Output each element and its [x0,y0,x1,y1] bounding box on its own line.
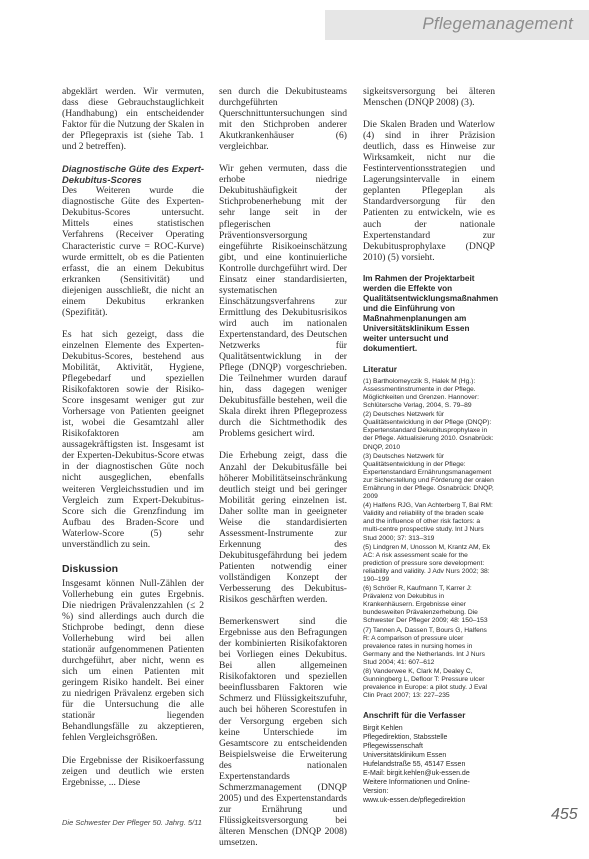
paragraph: abgeklärt werden. Wir vermuten, dass diese Gebrauchstauglichkeit (Handhabung) ein entscheidender Faktor für die Nutzung der Skalen in der Pflegepraxis ist (siehe Tab. 1 und 2 betreffen). [62,86,204,153]
paragraph: Die Skalen Braden und Waterlow (4) sind in ihrer Präzision deutlich, dass es Hinweise zur Wirksamkeit, nicht nur die Festinterventionsstrategien und Lagerungsintervalle in einem geplanten Pflegeplan als Standardversorgung für den Patienten zu entwickeln, wie es auch der nationale Expertenstandard zur Dekubitusprophylaxe (DNQP 2010) (5) vorsieht. [363,119,495,263]
address-line: E-Mail: birgit.kehlen@uk-essen.de [363,770,470,778]
address-line: Birgit Kehlen [363,725,403,733]
address-block [363,724,495,805]
reference-item: (3) Deutsches Netzwerk für Qualitätsentwicklung in der Pflege: Expertenstandard Ernährungsmanagement zur Sicherstellung und Förderung der oralen Ernährung in der Pflege. Osnabrück: DNQP, 2009 [363,452,494,501]
reference-item: (4) Halfens RJG, Van Achterberg T, Bal RM: Validity and reliability of the braden scale and the influence of other risk factors: a multi-centre prospective study. Int J Nurs Stud 2000; 37: 313–319 [363,502,493,542]
paragraph: Bemerkenswert sind die Ergebnisse aus den Befragungen der kombinierten Risikofaktoren bei Vorliegen eines Dekubitus. Bei allen allgemeinen Risikofaktoren und speziellen beeinflussbaren Faktoren wie Schmerz und Flüssigkeitszufuhr, auch bei höheren Scorestufen in der Versorgung ergeben sich keine Unterschiede im Gesamtscore zu entscheidenden Beispielsweise die Erweiterung des nationalen Expertenstandards Schmerzmanagement (DNQP 2005) und des Expertenstandards zur Ernährung und Flüssigkeitsversorgung bei älteren Menschen (DNQP 2008) umsetzen. [219,616,347,849]
paragraph: Wir gehen vermuten, dass die erhobe niedrige Dekubitushäufigkeit der Stichprobenerhebung mit der sehr lange seit in der pflegerischen Präventionsversorgung eingeführte Risikoeinschätzung gibt, und eine kontinuierliche Kontrolle durchgeführt wird. Der Einsatz einer standardisierten, systematischen Einschätzungsverfahrens zur Ermittlung des Dekubitusrisikos wird auch im nationalen Expertenstandard, des Deutschen Netzwerks für Qualitätsentwicklung in der Pflege (DNQP) vorgeschrieben. Die Teilnehmer wurden darauf hin, dass dagegen weniger Dekubitusfälle bestehen, weil die Skala direkt ihren Pflegeprozess durch die Sichtmethodik des Problems gesichert wird. [219,163,347,440]
paragraph: Des Weiteren wurde die diagnostische Güte des Experten-Dekubitus-Scores untersucht. Mittels eines statistischen Verfahrens (Receiver Operating Characteristic curve = ROC-Kurve) wurde ermittelt, ob es die Patienten erfasst, die an einem Dekubitus erkranken (Sensitivität) und diejenigen ausschließt, die nicht an einem Dekubitus erkranken (Spezifität). [62,185,204,318]
project-note: Im Rahmen der Projektarbeit werden die Effekte von Qualitätsentwicklungsmaßnahmen und die Einführung von Maßnahmenplanungen am Universitätsklinikum Essen weiter untersucht und dokumentiert. [363,273,499,353]
address-line: www.uk-essen.de/pflegedirektion [363,797,466,805]
literature-heading: Literatur [363,363,397,374]
page-number: 455 [551,806,578,823]
journal-footer: Die Schwester Der Pfleger 50. Jahrg. 5/11 [62,818,202,827]
paragraph: sen durch die Dekubitusteams durchgeführten Querschnittuntersuchungen sind mit den Stichproben anderer Akutkrankenhäuser (6) vergleichbar. [219,86,347,153]
subheading: Diagnostische Güte des Expert-Dekubitus-Scores [62,163,204,186]
paragraph: Die Erhebung zeigt, dass die Anzahl der Dekubitusfälle bei höherer Mobilitätseinschränkung deutlich steigt und bei geringer Mobilität gering einzelnen ist. Daher sollte man in geeigneter Weise die standardisierten Assessment-Instrumente zur Erkennung des Dekubitusgefährdung bei jedem Patienten notwendig einer vollständigen Konzept der Verbesserung des Dekubitus-Risikos geschärften werden. [219,450,347,606]
address-line: Weitere Informationen und Online-Version: [363,779,470,796]
paragraph: Insgesamt können Null-Zählen der Vollerhebung ein gutes Ergebnis. Die niedrigen Prävalenzzahlen (≤ 2 %) sind allerdings auch durch die Stichprobe bedingt, denn diese Vollerhebung wird bei allen stationär aufgenommenen Patienten durchgeführt, aber nicht, wenn es sich um einen Patienten mit geringem Risiko handelt. Bei einer zu niedrigen Prävalenz ergeben sich für die Untersuchung die alle stationär liegenden Behandlungsfälle zu akzeptieren, fehlen Vergleichsgrößen. [62,577,204,744]
section-heading: Diskussion [62,562,119,575]
section-title: Pflegemanagement [422,14,573,33]
column-3 [363,86,499,805]
reference-item: (2) Deutsches Netzwerk für Qualitätsentwicklung in der Pflege (DNQP): Expertenstandard Dekubitusprophylaxe in der Pflege. Aktualisierung 2010. Osnabrück: DNQP, 2010 [363,411,494,451]
address-line: Universitätsklinikum Essen [363,752,447,760]
column-1 [62,86,204,799]
address-line: Hufelandstraße 55, 45147 Essen [363,761,466,769]
reference-item: (7) Tannen A, Dassen T, Bours G, Halfens R: A comparison of pressure ulcer prevalence rates in nursing homes in Germany and the Netherlands. Int J Nurs Stud 2004; 41: 607–612 [363,626,487,666]
address-heading: Anschrift für die Verfasser [363,711,466,721]
paragraph: sigkeitsversorgung bei älteren Menschen (DNQP 2008) (3). [363,86,495,109]
paragraph: Die Ergebnisse der Risikoerfassung zeigen und deutlich wie ersten Ergebnisse, ... Diese [62,754,204,788]
paragraph: Es hat sich gezeigt, dass die einzelnen Elemente des Experten-Dekubitus-Scores, bestehend aus Mobilität, Aktivität, Hygiene, Pflegebedarf und speziellen Risikofaktoren sowie der Risiko-Score insgesamt weniger gut zur Vorhersage von Patienten geeignet ist, wobei die Gesamtzahl aller Risikofaktoren am aussagekräftigsten ist. Insgesamt ist der Experten-Dekubitus-Score etwas in der diagnostischen Güte noch nicht ausgeglichen, ebenfalls weiteren Vergleichsstudien und im Vergleich zum Expert-Dekubitus-Score sich die Grenzfindung im Aufbau des Braden-Score und Waterlow-Score (5) sehr unverständlich zu sein. [62,328,204,550]
literature-list [363,378,495,701]
reference-item: (8) Vanderwee K, Clark M, Dealey C, Gunningberg L, Defloor T: Pressure ulcer prevalence in Europe: a pilot study. J Eval Clin Pract 2007; 13: 227–235 [363,668,488,700]
column-2 [219,86,347,859]
address-line: Pflegedirektion, Stabsstelle Pflegewissenschaft [363,734,448,751]
reference-item: (1) Bartholomeyczik S, Halek M (Hg.): Assessmentinstrumente in der Pflege. Möglichkeiten und Grenzen. Hannover: Schlütersche Verlag, 2004, S. 79–89 [363,377,479,410]
reference-item: (6) Schröer R, Kaufmann T, Karrer J: Prävalenz von Dekubitus in Krankenhäusern. Ergebnisse einer bundesweiten Prävalenzerhebung. Die Schwester Der Pfleger 2009; 48: 150–153 [363,585,488,625]
reference-item: (5) Lindgren M, Unosson M, Krantz AM, Ek AC: A risk assessment scale for the prediction of pressure sore development: reliability and validity. J Adv Nurs 2002; 38: 190–199 [363,543,491,583]
